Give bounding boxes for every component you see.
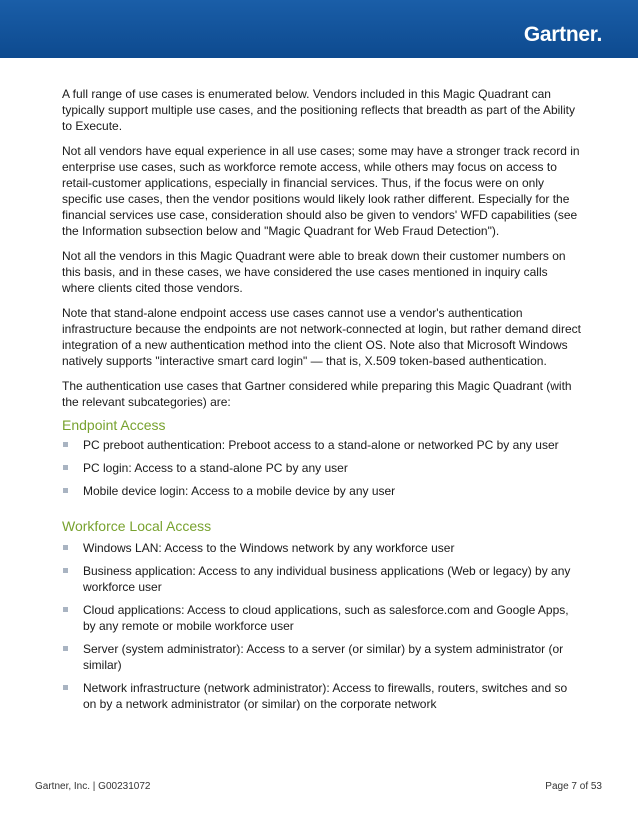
footer-page-number: Page 7 of 53	[545, 781, 602, 792]
list-item	[62, 460, 582, 476]
paragraph: Note that stand-alone endpoint access use cases cannot use a vendor's authentication infrastructure because the endpoints are not network-connected at login, but rather demand direct integration of a new authentication method into the client OS. Note also that Microsoft Windows natively supports "interactive smart card login" — that is, X.509 token-based authentication.	[62, 306, 581, 368]
list-item	[62, 483, 582, 499]
gartner-logo: Gartner.	[523, 23, 602, 46]
list-item-text: Mobile device login: Access to a mobile device by any user	[83, 484, 396, 498]
list-item	[62, 437, 582, 453]
list-item-text: Windows LAN: Access to the Windows network by any workforce user	[83, 541, 455, 555]
list-item	[62, 680, 582, 712]
list-item	[62, 563, 582, 595]
paragraph: Not all vendors have equal experience in all use cases; some may have a stronger track record in enterprise use cases, such as workforce remote access, while others may focus on access to retail-customer applications, especially in financial services. Thus, if the focus were on only specific use cases, then the vendor positions would likely look rather different. Especially for the financial services use case, consideration should also be given to vendors' WFD capabilities (see the Information subsection below and "Magic Quadrant for Web Fraud Detection").	[62, 144, 580, 238]
endpoint-access-list	[62, 437, 582, 499]
list-item-text: Cloud applications: Access to cloud applications, such as salesforce.com and Google Apps, by any remote or mobile workforce user	[83, 603, 569, 633]
paragraph: Not all the vendors in this Magic Quadrant were able to break down their customer numbers on this basis, and in these cases, we have considered the use cases mentioned in inquiry calls where clients cited those vendors.	[62, 249, 566, 295]
list-item-text: PC login: Access to a stand-alone PC by any user	[83, 461, 348, 475]
footer-document-id: Gartner, Inc. | G00231072	[35, 781, 151, 792]
square-bullet-icon	[63, 646, 68, 651]
list-item-text: Server (system administrator): Access to a server (or similar) by a system administrator (or similar)	[83, 642, 564, 672]
paragraph: A full range of use cases is enumerated below. Vendors included in this Magic Quadrant can typically support multiple use cases, and the positioning reflects that breadth as part of the Ability to Execute.	[62, 87, 575, 133]
list-item	[62, 540, 582, 556]
paragraph: The authentication use cases that Gartner considered while preparing this Magic Quadrant (with the relevant subcategories) are:	[62, 379, 572, 409]
workforce-local-access-list	[62, 540, 582, 712]
square-bullet-icon	[63, 488, 68, 493]
square-bullet-icon	[63, 465, 68, 470]
square-bullet-icon	[63, 545, 68, 550]
list-item	[62, 641, 582, 673]
list-item-text: Network infrastructure (network administrator): Access to firewalls, routers, switches and so on by a network administrator (or similar) on the corporate network	[83, 681, 568, 711]
header-band	[0, 0, 638, 58]
square-bullet-icon	[63, 442, 68, 447]
section-heading-workforce-local-access: Workforce Local Access	[62, 518, 212, 534]
square-bullet-icon	[63, 685, 68, 690]
section-heading-endpoint-access: Endpoint Access	[62, 417, 166, 433]
list-item-text: Business application: Access to any individual business applications (Web or legacy) by any workforce user	[83, 564, 571, 594]
square-bullet-icon	[63, 607, 68, 612]
list-item	[62, 602, 582, 634]
list-item-text: PC preboot authentication: Preboot access to a stand-alone or networked PC by any user	[83, 438, 559, 452]
body-text	[62, 86, 582, 419]
square-bullet-icon	[63, 568, 68, 573]
